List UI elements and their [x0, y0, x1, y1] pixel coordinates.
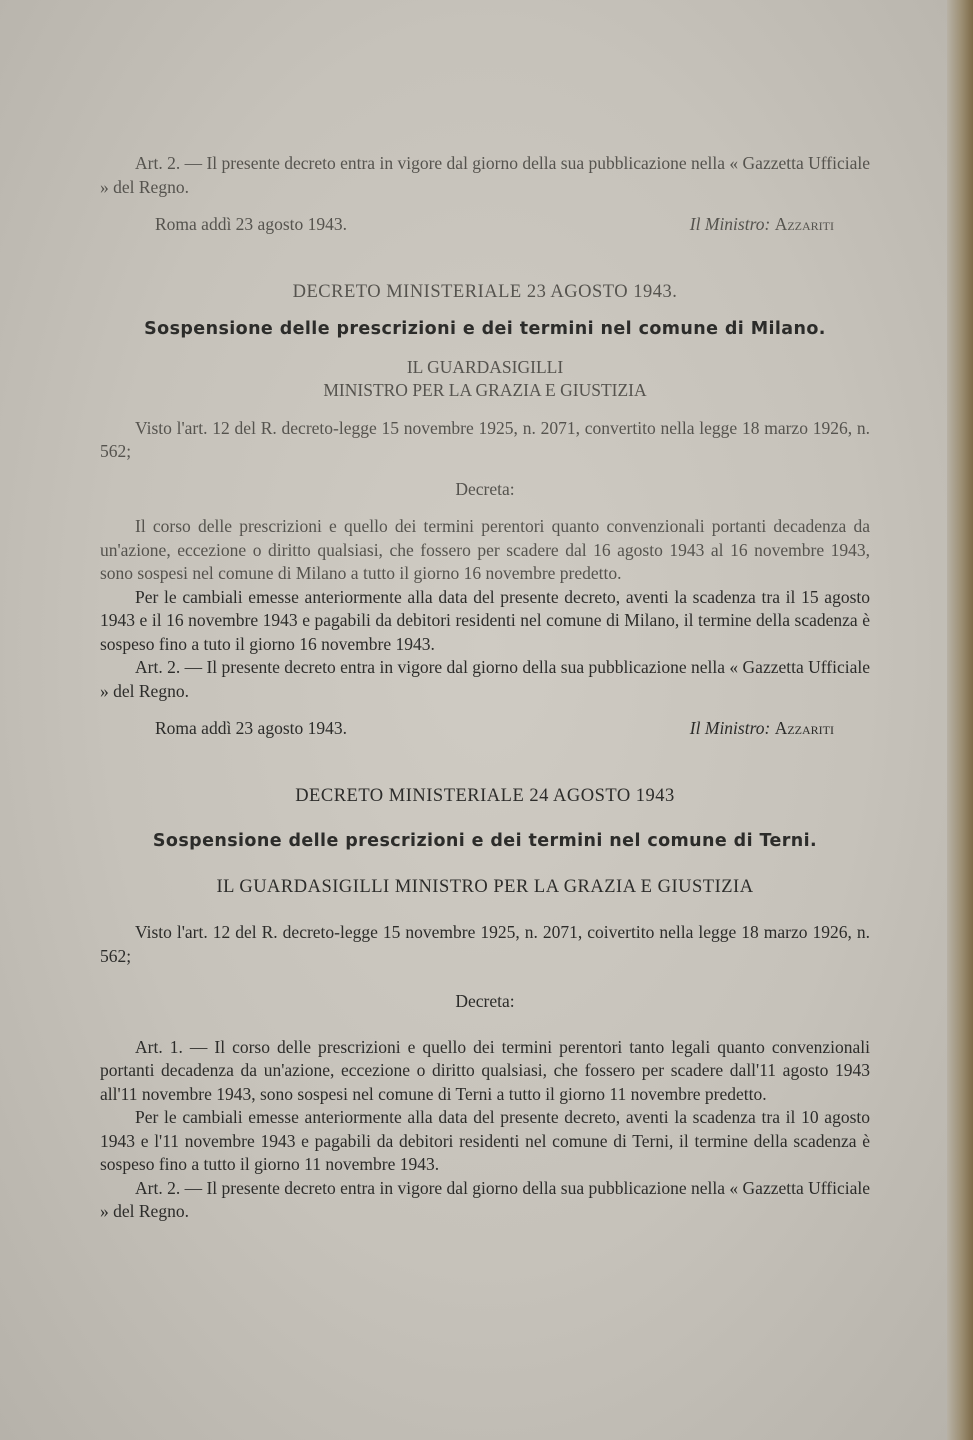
terni-decreta: Decreta: [455, 991, 515, 1011]
terni-decree-subheading: Sospensione delle prescrizioni e dei termini nel comune di Terni. [152, 831, 818, 851]
page-edge [947, 0, 973, 1440]
milano-signature [100, 717, 870, 741]
previous-decree-art2: Art. 2. — Il presente decreto entra in vigore dal giorno della sua pubblicazione nella « Gazzetta Ufficiale » del Regno. [100, 153, 870, 197]
milano-art1-para2: Per le cambiali emesse anteriormente alla data del presente decreto, aventi la scadenza tra il 15 agosto 1943 e il 16 novembre 1943 e pagabili da debitori residenti nel comune di Milano, il termine della scadenza è sospeso fino a tuto il giorno 16 novembre 1943. [100, 586, 870, 654]
place-date: Roma addì 23 agosto 1943. [155, 214, 347, 234]
milano-decreta: Decreta: [455, 478, 515, 499]
minister-signature [690, 717, 834, 741]
milano-art1-para1: Il corso delle prescrizioni e quello dei termini perentori quanto convenzionali portanti decadenza da un'azione, eccezione o diritto qualsiasi, che fossero per scadere dal 16 agosto 1943 al 16 novembre 1943, sono sospesi nel comune di Milano a tutto il giorno 16 novembre predetto. [100, 516, 870, 583]
terni-preamble: Visto l'art. 12 del R. decreto-legge 15 novembre 1925, n. 2071, coivertito nella legge 18 marzo 1926, n. 562; [100, 922, 870, 966]
place-date: Roma addì 23 agosto 1943. [155, 718, 347, 738]
milano-preamble: Visto l'art. 12 del R. decreto-legge 15 novembre 1925, n. 2071, convertito nella legge 18 marzo 1926, n. 562; [100, 417, 870, 461]
document-body [100, 152, 870, 1224]
terni-art1-para1: Art. 1. — Il corso delle prescrizioni e quello dei termini perentori tanto legali quanto convenzionali portanti decadenza da un'azione, eccezione o diritto qualsiasi, che fossero per scadere dall'11 agosto 1943 all'11 novembre 1943, sono sospesi nel comune di Terni a tutto il giorno 11 novembre predetto. [100, 1036, 870, 1104]
milano-issuer-line2: MINISTRO PER LA GRAZIA E GIUSTIZIA [323, 380, 647, 400]
minister-name: Azzariti [774, 718, 834, 738]
terni-art2: Art. 2. — Il presente decreto entra in vigore dal giorno della sua pubblicazione nella « Gazzetta Ufficiale » del Regno. [100, 1177, 870, 1221]
terni-decree-heading: DECRETO MINISTERIALE 24 AGOSTO 1943 [295, 785, 675, 806]
terni-issuer: IL GUARDASIGILLI MINISTRO PER LA GRAZIA E GIUSTIZIA [216, 876, 754, 897]
minister-signature [690, 213, 834, 237]
milano-decree-subheading: Sospensione delle prescrizioni e dei termini nel comune di Milano. [144, 319, 826, 339]
minister-name: Azzariti [774, 214, 834, 234]
terni-art1-para2: Per le cambiali emesse anteriormente alla data del presente decreto, aventi la scadenza tra il 10 agosto 1943 e l'11 novembre 1943 e pagabili da debitori residenti nel comune di Terni, il termine della scadenza è sospeso fino a tutto il giorno 11 novembre 1943. [100, 1107, 870, 1174]
milano-decree-heading: DECRETO MINISTERIALE 23 AGOSTO 1943. [292, 281, 678, 302]
minister-label: Il Ministro: [689, 718, 771, 738]
milano-art2: Art. 2. — Il presente decreto entra in vigore dal giorno della sua pubblicazione nella « Gazzetta Ufficiale » del Regno. [100, 657, 870, 701]
previous-decree-signature [100, 213, 870, 237]
minister-label: Il Ministro: [689, 214, 771, 234]
milano-issuer-line1: IL GUARDASIGILLI [406, 356, 564, 377]
